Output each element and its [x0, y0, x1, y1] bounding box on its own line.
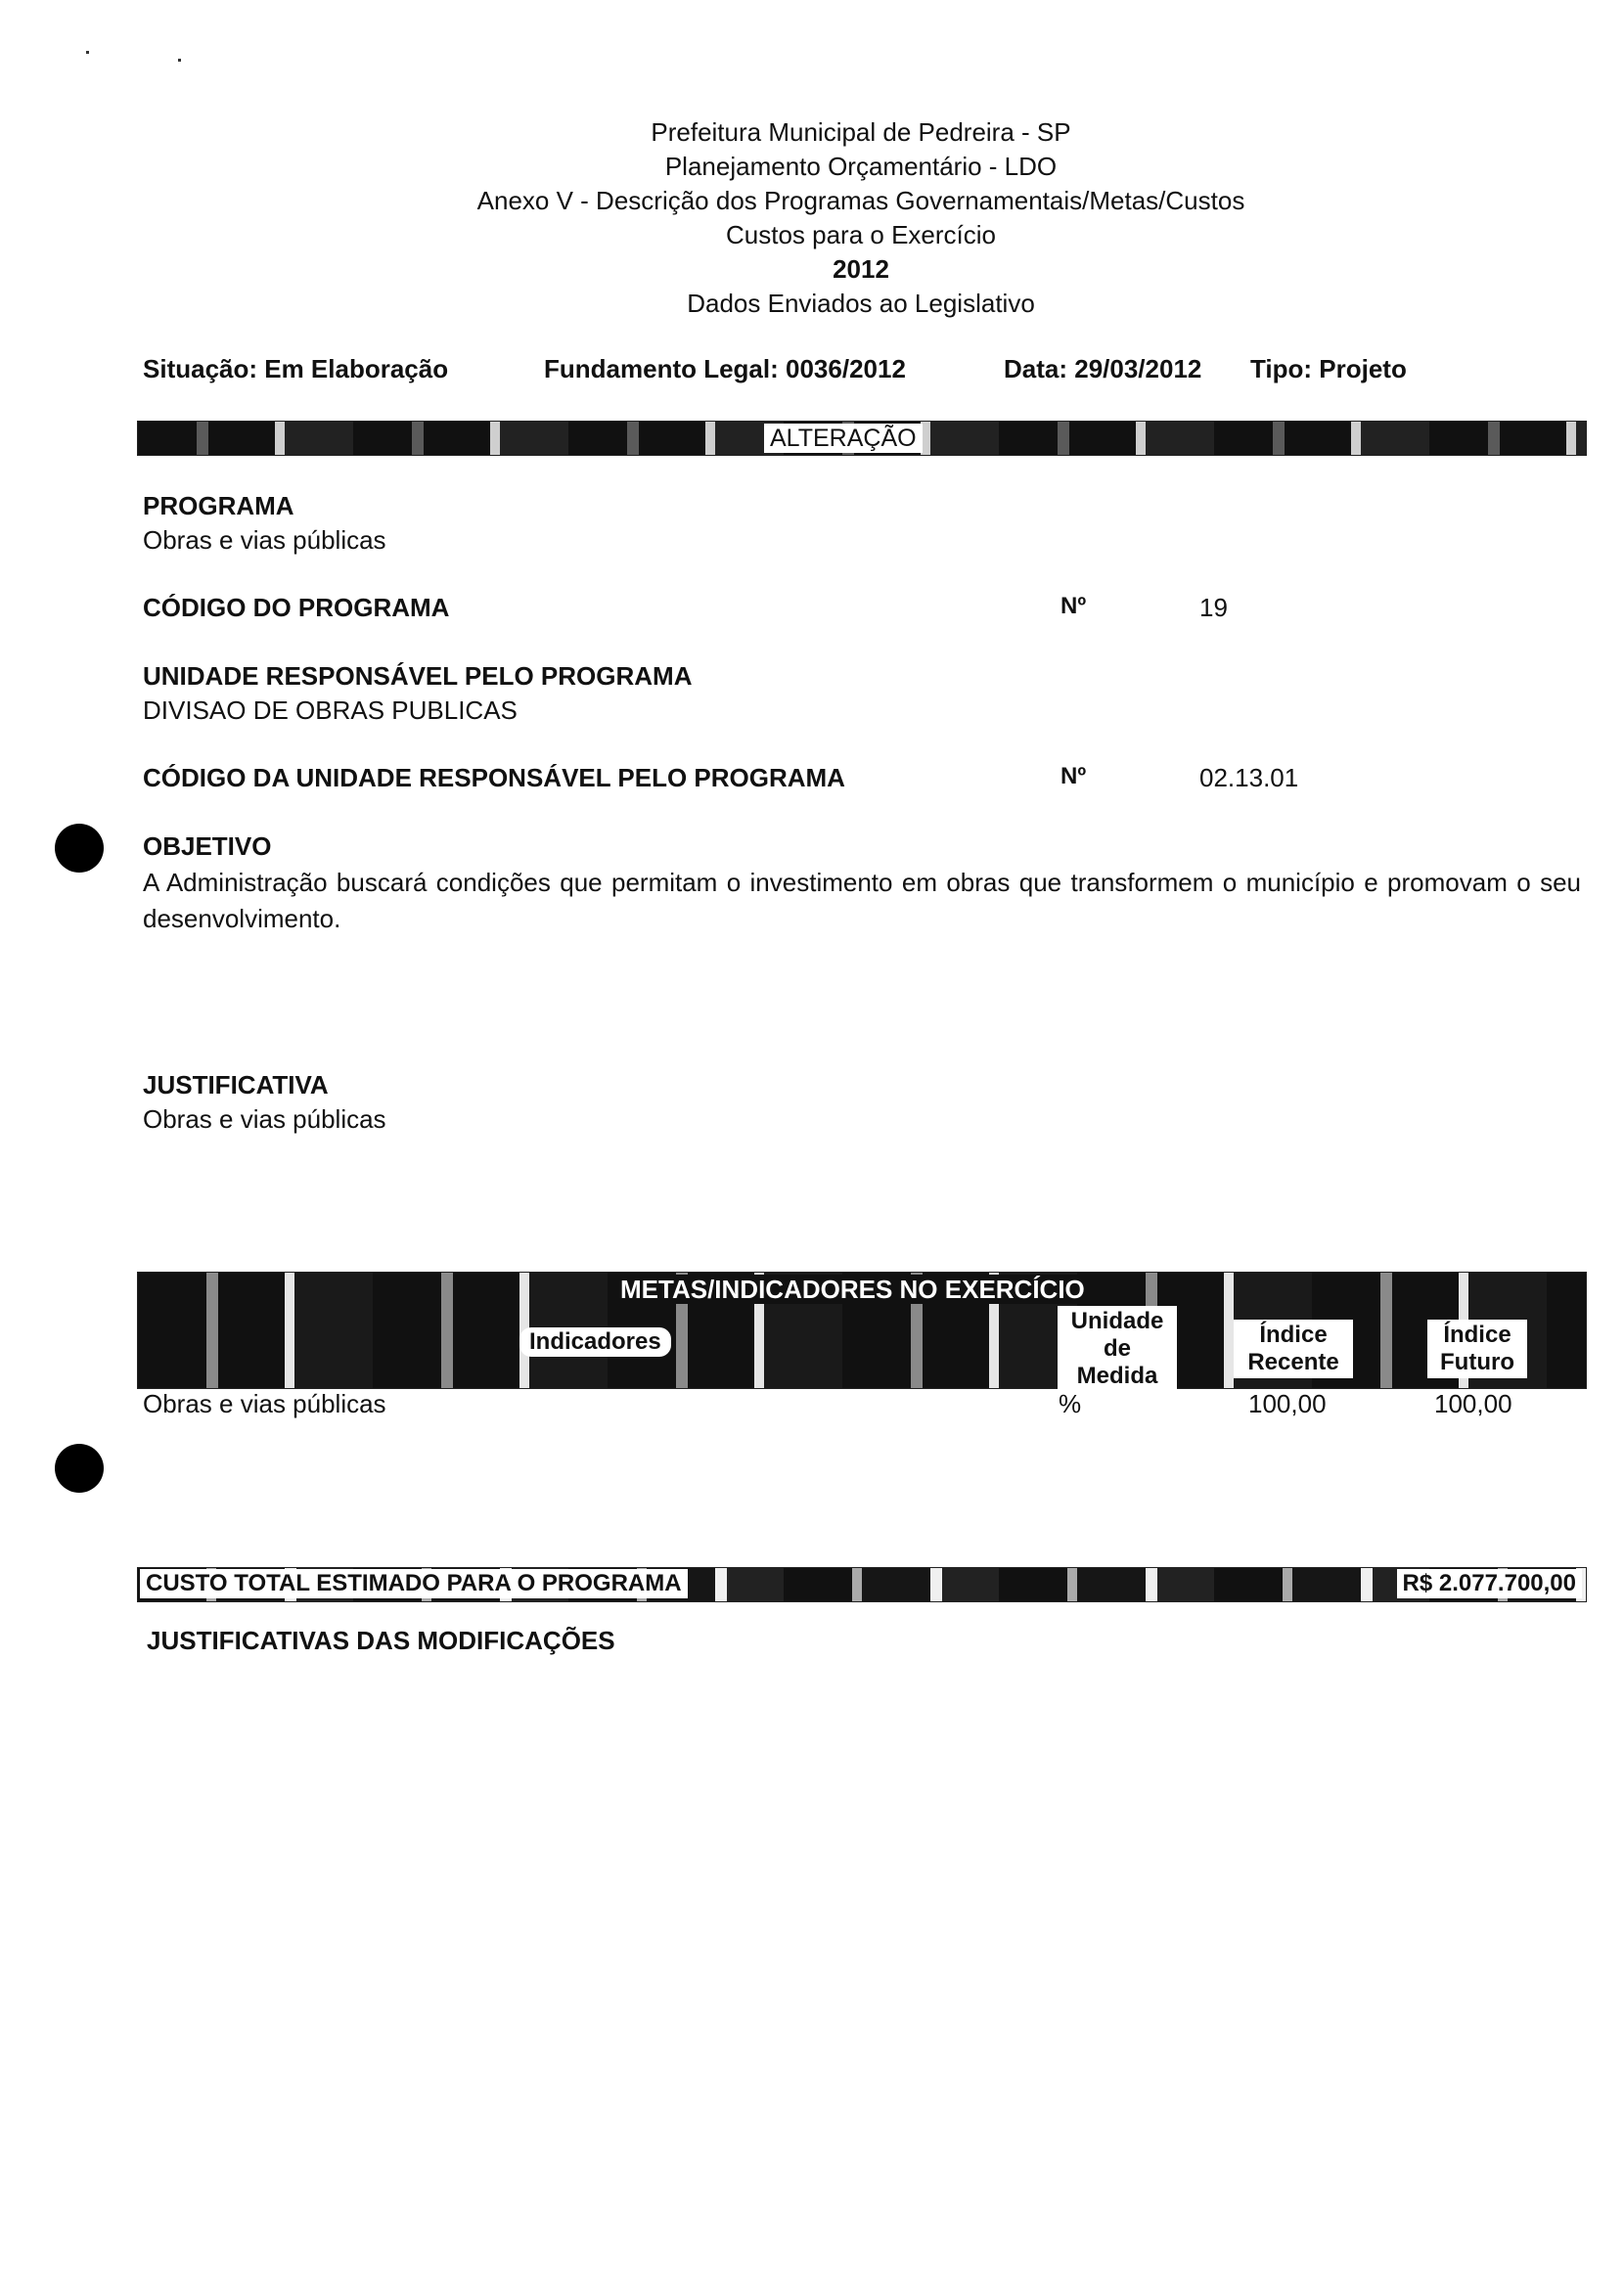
header-line-municipality: Prefeitura Municipal de Pedreira - SP [651, 117, 1071, 147]
row-recente: 100,00 [1248, 1389, 1327, 1418]
col-unidade-line3: Medida [1076, 1363, 1158, 1389]
status-data: Data: 29/03/2012 [1004, 354, 1202, 383]
justificativa-value: Obras e vias públicas [143, 1104, 386, 1134]
codigo-unidade-label: CÓDIGO DA UNIDADE RESPONSÁVEL PELO PROGRAMA [143, 763, 845, 792]
metas-table-header [137, 1272, 1587, 1389]
header-line-costs: Custos para o Exercício [725, 220, 996, 249]
col-indice-futuro [1427, 1320, 1527, 1378]
col-recente-line2: Recente [1247, 1349, 1339, 1375]
col-unidade-medida [1058, 1306, 1177, 1392]
codigo-programa-value: 19 [1199, 593, 1228, 622]
objetivo-text: A Administração buscará condições que permitam o investimento em obras que transformem o município e promovam o seu desenvolvimento. [143, 868, 1581, 933]
col-futuro-line1: Índice [1443, 1322, 1511, 1348]
status-situacao: Situação: Em Elaboração [143, 354, 449, 383]
alteracao-banner [137, 421, 1587, 456]
programa-label: PROGRAMA [143, 491, 294, 520]
binder-hole-icon [55, 1444, 104, 1493]
header-year: 2012 [833, 254, 889, 284]
binder-hole-icon [55, 824, 104, 873]
col-unidade-line2: de [1103, 1335, 1131, 1362]
col-futuro-line2: Futuro [1440, 1349, 1514, 1375]
col-recente-line1: Índice [1259, 1322, 1328, 1348]
objetivo-label: OBJETIVO [143, 831, 272, 861]
justificativa-label: JUSTIFICATIVA [143, 1070, 329, 1099]
header-line-annex: Anexo V - Descrição dos Programas Governamentais/Metas/Custos [476, 186, 1245, 215]
scan-speck [178, 59, 181, 62]
header-line-sent: Dados Enviados ao Legislativo [687, 289, 1035, 318]
codigo-unidade-value: 02.13.01 [1199, 763, 1299, 792]
row-futuro: 100,00 [1434, 1389, 1512, 1418]
col-indicadores: Indicadores [519, 1327, 671, 1357]
col-unidade-line1: Unidade [1070, 1308, 1164, 1334]
justificativas-modificacoes-label: JUSTIFICATIVAS DAS MODIFICAÇÕES [147, 1626, 615, 1655]
status-fundamento: Fundamento Legal: 0036/2012 [544, 354, 906, 383]
row-unidade: % [1059, 1389, 1082, 1418]
metas-title: METAS/INDICADORES NO EXERCÍCIO [612, 1275, 1093, 1304]
status-tipo: Tipo: Projeto [1250, 354, 1407, 383]
custo-value: R$ 2.077.700,00 [1397, 1569, 1582, 1598]
scan-speck [86, 51, 89, 54]
col-indice-recente [1234, 1320, 1353, 1378]
row-indicador: Obras e vias públicas [143, 1389, 386, 1418]
document-header [0, 115, 1624, 321]
custo-total-bar [137, 1567, 1587, 1602]
banner-label: ALTERAÇÃO [764, 424, 923, 453]
unidade-label: UNIDADE RESPONSÁVEL PELO PROGRAMA [143, 661, 693, 691]
unidade-value: DIVISAO DE OBRAS PUBLICAS [143, 695, 518, 725]
codigo-programa-no: Nº [1060, 593, 1087, 619]
codigo-unidade-no: Nº [1060, 763, 1087, 789]
header-line-planning: Planejamento Orçamentário - LDO [664, 152, 1058, 181]
codigo-programa-label: CÓDIGO DO PROGRAMA [143, 593, 450, 622]
programa-value: Obras e vias públicas [143, 525, 386, 555]
custo-label: CUSTO TOTAL ESTIMADO PARA O PROGRAMA [140, 1569, 688, 1598]
